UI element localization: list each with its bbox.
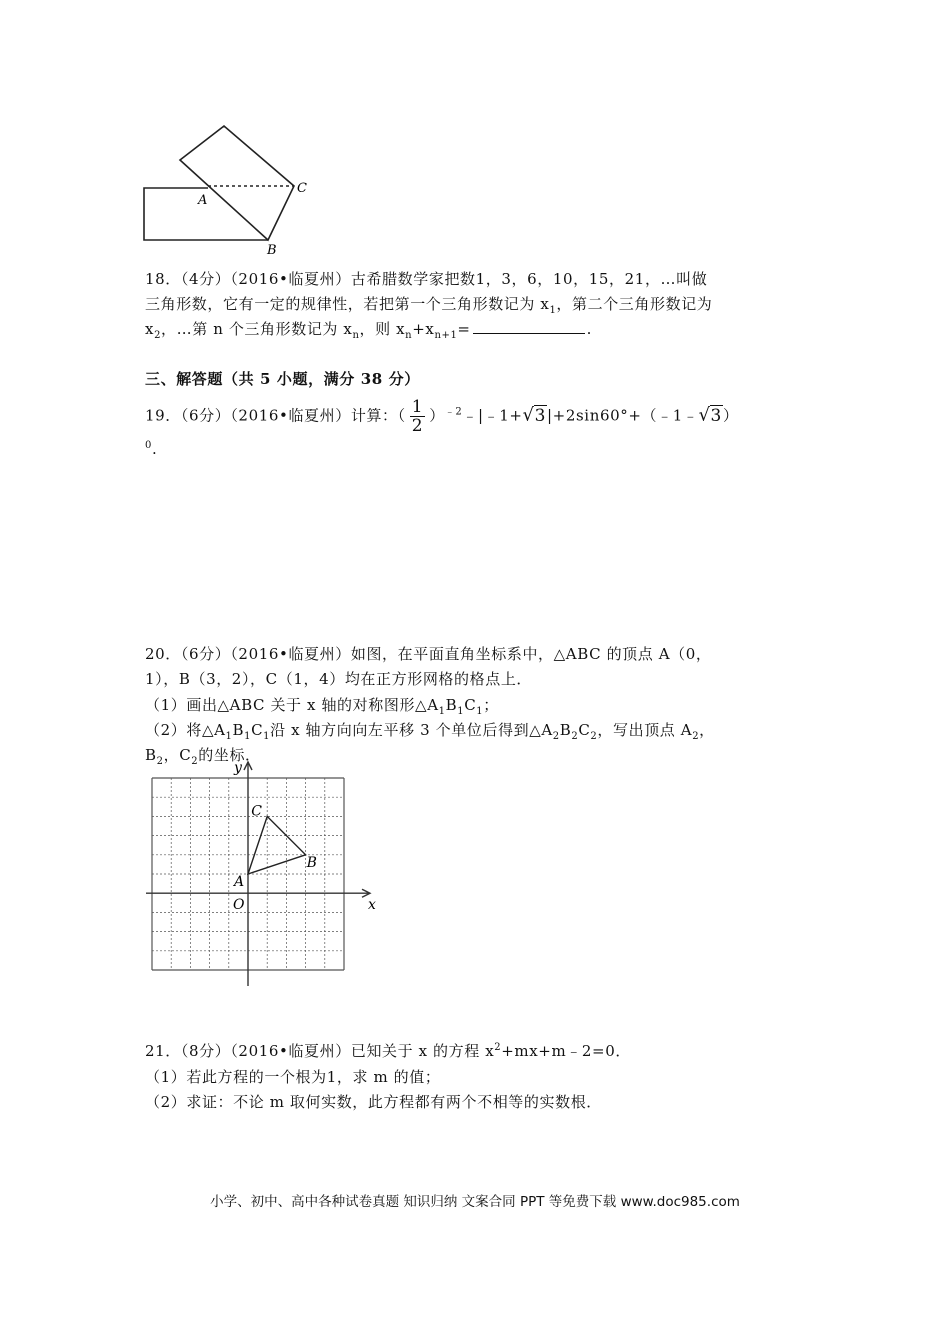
label-b: B [267,243,277,258]
label-c: C [297,181,307,196]
q20-line1: 20．（6分）（2016•临夏州）如图，在平面直角坐标系中，△ABC 的顶点 A（0， [145,645,712,663]
section-heading: 三、解答题（共 5 小题，满分 38 分） [145,370,420,388]
q18-line3: $x_2$，…第 n 个三角形数记为 $x_n$，则 $x_n+x_{n+1}=$ . [145,320,592,341]
y-axis-label: y [234,760,242,776]
q20-line3: （1）画出△ABC 关于 x 轴的对称图形$\triangle A_1B_1C_1$； [145,696,499,717]
geometry-figure [140,120,320,260]
fraction: $\frac{1}{2}$ [411,397,424,436]
label-a: A [198,193,208,208]
coordinate-grid [140,760,376,990]
q21-line2: （1）若此方程的一个根为1，求 m 的值； [145,1068,441,1086]
q19-line2: $^0$. [145,440,158,458]
triangle-abc [248,816,306,874]
q20-line2: 1），B（3，2），C（1，4）均在正方形网格的格点上． [145,670,533,688]
point-a-label: A [234,874,245,890]
q21-line1: 21．（8分）（2016•临夏州）已知关于 x 的方程 $x^2+mx+m﹣2=0$． [145,1042,631,1060]
point-b-label: B [306,854,317,871]
q18-line1: 18．（4分）（2016•临夏州）古希腊数学家把数1，3，6，10，15，21，…叫做 [145,270,708,288]
q18-line2: 三角形数，它有一定的规律性，若把第一个三角形数记为 $x_1$，第二个三角形数记为 [145,295,713,316]
q19-line1: 19．（6分）（2016•临夏州）计算：（ $\frac{1}{2}$ ）$^{﹣2}$﹣|﹣1+√3|+2sin60°+（﹣1﹣√3） [145,397,739,436]
q21-line3: （2）求证：不论 m 取何实数，此方程都有两个不相等的实数根． [145,1093,602,1111]
square-shape [180,126,294,240]
footer-text: 小学、初中、高中各种试卷真题 知识归纳 文案合同 PPT 等免费下载 www.doc985.com [210,1194,740,1210]
x-axis-label: x [368,897,376,914]
point-c-label: C [251,803,262,820]
origin-label: O [233,897,245,914]
q20-line4: （2）将$\triangle A_1B_1C_1$沿 x 轴方向向左平移 3 个单位后得到$\triangle A_2B_2C_2$，写出顶点 $A_2$， [145,721,715,742]
answer-blank [473,319,585,334]
q20-line5: $B_2$，$C_2$的坐标． [145,746,261,767]
